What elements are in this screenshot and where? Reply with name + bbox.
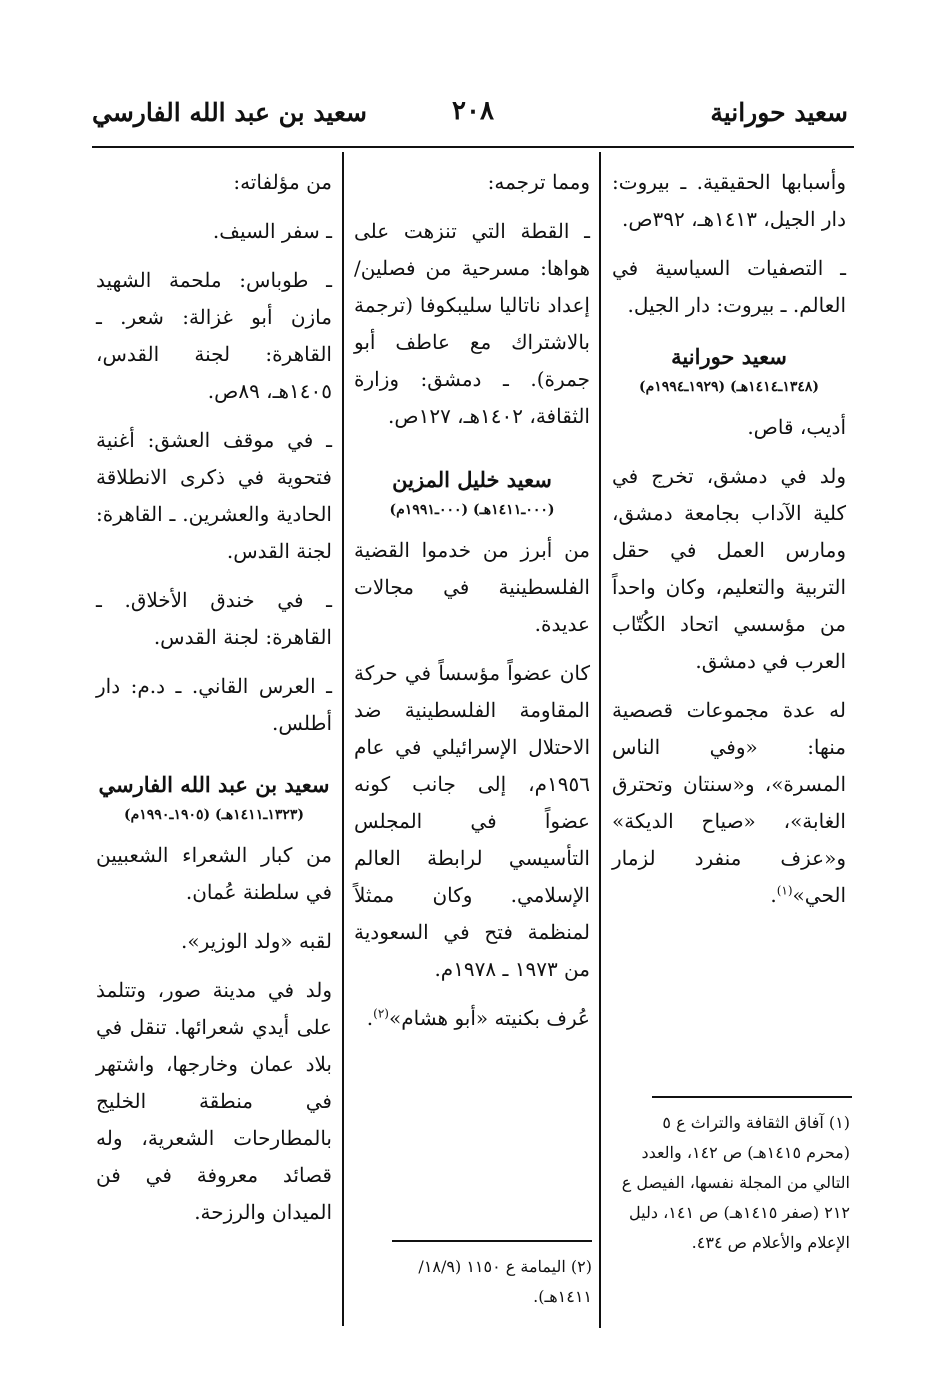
- paragraph: لقبه «ولد الوزير».: [180, 929, 332, 953]
- paragraph: من كبار الشعراء الشعبيين في سلطنة عُمان.: [96, 843, 332, 904]
- paragraph: ـ القطة التي تنزهت على هواها: مسرحية من فصلين/ إعداد ناتاليا سليبكوفا (ترجمة بالاشتراك مع عاطف أبو جمرة). ـ دمشق: وزارة الثقافة، ١٤٠٢هـ، ١٢٧ص.: [354, 219, 590, 428]
- column-divider-left: [342, 152, 344, 1326]
- middle-column: [354, 164, 590, 1049]
- footnote-rule-right: [652, 1096, 852, 1098]
- entry-heading: سعيد بن عبد الله الفارسي: [98, 772, 330, 797]
- page-number: ٢٠٨: [452, 96, 494, 126]
- left-column: [96, 164, 332, 1243]
- running-head-right: سعيد حورانية: [710, 98, 848, 127]
- paragraph: ولد في دمشق، تخرج في كلية الآداب بجامعة دمشق، ومارس العمل في حقل التربية والتعليم، وكان واحداً من مؤسسي اتحاد الكُتّاب العرب في دمشق.: [612, 464, 846, 673]
- paragraph: عُرف بكنيته «أبو هشام»$^{(٢)}$.: [366, 1006, 590, 1030]
- paragraph: ـ سفر السيف.: [212, 219, 332, 243]
- footnote-ref: (٢): [373, 1006, 389, 1021]
- running-head-left: سعيد بن عبد الله الفارسي: [92, 98, 367, 127]
- entry-dates: (١٣٢٣ـ١٤١١هـ) (١٩٠٥ـ١٩٩٠م): [123, 807, 305, 823]
- paragraph: له عدة مجموعات قصصية منها: «وفي الناس المسرة»، و«سنتان وتحترق الغابة»، «صياح الديكة» و«عزف منفرد لزمار الحي»$^{(١)}$.: [612, 698, 846, 907]
- entry-heading: سعيد حورانية: [671, 344, 787, 369]
- paragraph: من مؤلفاته:: [233, 170, 332, 194]
- footnote-rule-middle: [392, 1240, 592, 1242]
- right-column: [612, 164, 846, 926]
- paragraph: ـ العرس القاني. ـ د.م: دار أطلس.: [96, 674, 332, 735]
- paragraph: وأسبابها الحقيقية. ـ بيروت: دار الجيل، ١٤١٣هـ، ٣٩٢ص.: [612, 170, 846, 231]
- paragraph: ـ طوباس: ملحمة الشهيد مازن أبو غزالة: شعر. ـ القاهرة: لجنة القدس، ١٤٠٥هـ، ٨٩ص.: [96, 268, 332, 403]
- paragraph: ـ في موقف العشق: أغنية فتحوية في ذكرى الانطلاقة الحادية والعشرين. ـ القاهرة: لجنة القدس.: [96, 428, 332, 563]
- entry-dates: (٠٠٠ـ١٤١١هـ) (٠٠٠ـ١٩٩١م): [389, 502, 555, 518]
- paragraph: ولد في مدينة صور، وتتلمذ على أيدي شعرائها. تنقل في بلاد عمان وخارجها، واشتهر في منطقة الخليج بالمطارحات الشعرية، وله قصائد معروفة في فن الميدان والرزحة.: [96, 978, 332, 1224]
- paragraph: أديب، قاص.: [747, 415, 846, 439]
- column-divider-right: [599, 152, 601, 1328]
- paragraph: ـ التصفيات السياسية في العالم. ـ بيروت: دار الجيل.: [612, 256, 846, 317]
- footnote-ref: (١): [776, 883, 793, 898]
- entry-dates: (١٣٤٨ـ١٤١٤هـ) (١٩٢٩ـ١٩٩٤م): [638, 379, 820, 395]
- paragraph-text: له عدة مجموعات قصصية منها: «وفي الناس المسرة»، و«سنتان وتحترق الغابة»، «صياح الديكة» و«عزف منفرد لزمار الحي»: [612, 698, 846, 907]
- paragraph: ومما ترجمه:: [487, 170, 590, 194]
- page-header: [92, 96, 854, 144]
- paragraph-text: عُرف بكنيته «أبو هشام»: [388, 1006, 590, 1030]
- footnote-middle: (٢) اليمامة ع ١١٥٠ (١٨/٩/ ١٤١١هـ).: [418, 1257, 592, 1306]
- footnote-right: (١) آفاق الثقافة والتراث ع ٥ (محرم ١٤١٥هـ) ص ١٤٢، والعدد التالي من المجلة نفسها، الفيصل ع ٢١٢ (صفر ١٤١٥هـ) ص ١٤١، دليل الإعلام والأعلام ص ٤٣٤.: [621, 1113, 850, 1252]
- entry-heading: سعيد خليل المزين: [392, 467, 552, 492]
- paragraph: من أبرز من خدموا القضية الفلسطينية في مجالات عديدة.: [354, 538, 590, 636]
- paragraph: ـ في خندق الأخلاق. ـ القاهرة: لجنة القدس.: [96, 588, 332, 649]
- header-rule: [92, 146, 854, 148]
- paragraph: كان عضواً مؤسساً في حركة المقاومة الفلسطينية ضد الاحتلال الإسرائيلي في عام ١٩٥٦م، إلى جانب كونه عضواً في المجلس التأسيسي لرابطة العالم الإسلامي. وكان ممثلاً لمنظمة فتح في السعودية من ١٩٧٣ ـ ١٩٧٨م.: [354, 661, 590, 981]
